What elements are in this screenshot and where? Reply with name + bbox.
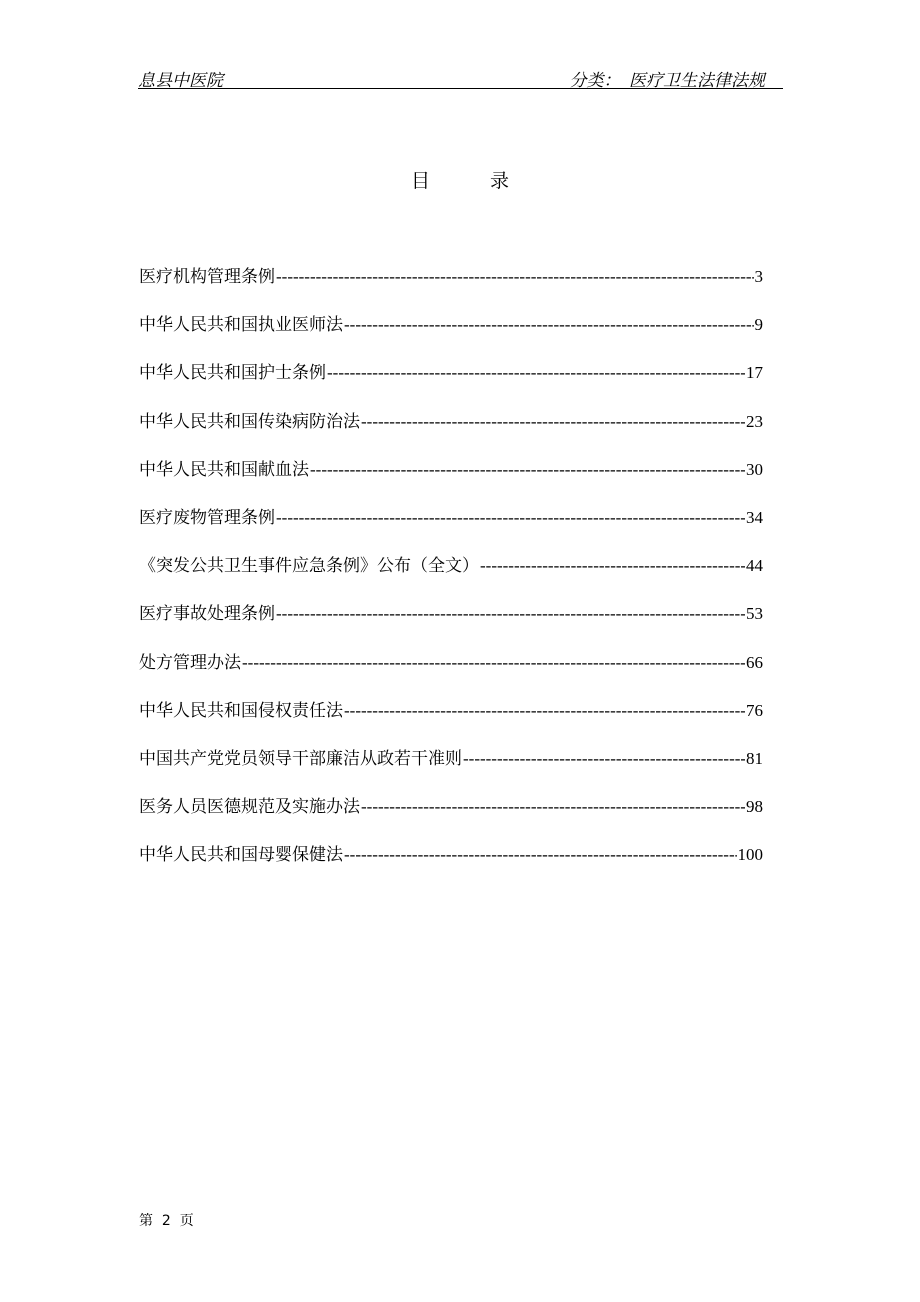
toc-leader-dashes	[276, 267, 754, 287]
toc-leader-dashes	[344, 701, 745, 721]
toc-entry-label: 中华人民共和国母婴保健法	[139, 845, 343, 866]
toc-leader-dashes	[463, 749, 745, 769]
toc-entry[interactable]	[139, 696, 763, 744]
toc-leader-dashes	[276, 508, 745, 528]
toc-entry-label: 医疗废物管理条例	[139, 507, 275, 528]
toc-entry-label: 中华人民共和国执业医师法	[139, 315, 343, 336]
toc-leader-dashes	[344, 315, 754, 335]
toc-leader-dashes	[344, 845, 737, 865]
toc-entry-page: 66	[746, 652, 763, 672]
toc-entry-page: 44	[746, 556, 763, 576]
toc-entry-page: 34	[746, 507, 763, 527]
toc-leader-dashes	[361, 797, 745, 817]
toc-entry-page: 9	[754, 315, 763, 335]
toc-leader-dashes	[480, 556, 745, 576]
toc-entry-label: 中华人民共和国传染病防治法	[139, 411, 360, 432]
toc-entry[interactable]	[139, 599, 763, 647]
toc-entry-page: 23	[746, 411, 763, 431]
toc-title: 目录	[410, 170, 569, 192]
toc-entry[interactable]	[139, 262, 763, 310]
page-header	[138, 62, 783, 89]
toc-entry[interactable]	[139, 503, 763, 551]
toc-entry[interactable]	[139, 358, 763, 406]
toc-entry-page: 53	[746, 604, 763, 624]
hospital-name: 息县中医院	[138, 71, 223, 91]
toc-entry-page: 3	[754, 267, 763, 286]
toc-entry-page: 98	[746, 797, 763, 817]
toc-entry[interactable]	[139, 792, 763, 840]
toc-entry[interactable]	[139, 840, 763, 888]
toc-entry-page: 81	[746, 748, 763, 768]
toc-entry-page: 30	[746, 459, 763, 479]
toc-entry[interactable]	[139, 455, 763, 503]
toc-entry-label: 中华人民共和国护士条例	[139, 363, 326, 384]
toc-entry[interactable]	[139, 310, 763, 358]
table-of-contents	[139, 262, 763, 888]
toc-leader-dashes	[327, 363, 745, 383]
toc-entry-page: 76	[746, 700, 763, 720]
category-label: 分类： 医疗卫生法律法规	[569, 71, 765, 91]
toc-entry-label: 《突发公共卫生事件应急条例》公布（全文）	[139, 556, 479, 577]
toc-entry-label: 中华人民共和国献血法	[139, 459, 309, 480]
toc-entry-page: 17	[746, 363, 763, 383]
toc-entry[interactable]	[139, 551, 763, 599]
page-number-footer: 第 2 页	[139, 1213, 194, 1229]
toc-entry-label: 中国共产党党员领导干部廉洁从政若干准则	[139, 748, 462, 769]
toc-entry[interactable]	[139, 407, 763, 455]
toc-leader-dashes	[361, 412, 745, 432]
toc-entry-label: 中华人民共和国侵权责任法	[139, 700, 343, 721]
toc-leader-dashes	[276, 604, 745, 624]
toc-entry-page: 100	[737, 845, 763, 865]
toc-leader-dashes	[310, 460, 745, 480]
toc-leader-dashes	[242, 653, 745, 673]
toc-entry-label: 处方管理办法	[139, 652, 241, 673]
toc-entry-label: 医疗机构管理条例	[139, 267, 275, 287]
toc-entry-label: 医疗事故处理条例	[139, 604, 275, 625]
toc-entry[interactable]	[139, 744, 763, 792]
toc-entry-label: 医务人员医德规范及实施办法	[139, 797, 360, 818]
toc-entry[interactable]	[139, 648, 763, 696]
